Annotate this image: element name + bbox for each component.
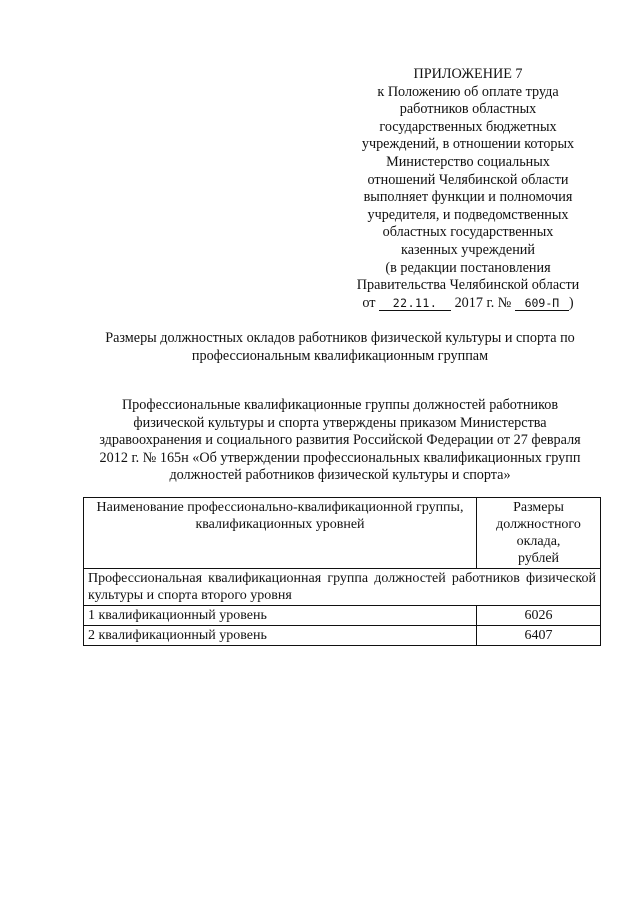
appendix-line: государственных бюджетных — [379, 118, 557, 135]
level-name-cell: 1 квалификационный уровень — [84, 606, 477, 626]
appendix-line: учредителя, и подведомственных — [367, 206, 569, 223]
document-heading — [80, 330, 600, 365]
appendix-line: казенных учреждений — [401, 241, 535, 258]
appendix-line: выполняет функции и полномочия — [363, 189, 573, 206]
appendix-line: Министерство социальных — [386, 153, 550, 170]
salary-value-cell: 6026 — [477, 606, 601, 626]
header-salary-line: рублей — [517, 551, 560, 566]
appendix-title: ПРИЛОЖЕНИЕ 7 — [413, 66, 523, 82]
appendix-line: отношений Челябинской области — [367, 171, 569, 188]
appendix-line: учреждений, в отношении которых — [361, 136, 575, 153]
subheading-line: должностей работников физической культуры и спорта» — [169, 467, 511, 484]
salary-table — [83, 497, 601, 646]
close-paren: ) — [568, 294, 574, 311]
resolution-date-line — [340, 295, 596, 313]
subheading-line: здравоохранения и социального развития Российской Федерации от 27 февраля — [99, 432, 581, 449]
header-salary-line: Размеры — [513, 500, 564, 515]
header-salary-cell — [477, 498, 601, 569]
table-row — [84, 606, 601, 626]
date-prefix: от — [362, 294, 376, 311]
appendix-line: (в редакции постановления — [385, 259, 551, 276]
subheading-line: Профессиональные квалификационные группы должностей работников — [121, 397, 559, 413]
appendix-line: Правительства Челябинской области — [356, 277, 580, 294]
heading-line: Размеры должностных окладов работников физической культуры и спорта по — [105, 330, 575, 346]
appendix-line: к Положению об оплате труда — [377, 83, 559, 100]
resolution-number: 609-П — [515, 297, 569, 311]
date-year: 2017 г. № — [454, 294, 512, 311]
level-name-cell: 2 квалификационный уровень — [84, 626, 477, 646]
document-subheading — [78, 397, 602, 485]
header-name-cell: Наименование профессионально-квалификационной группы, квалификационных уровней — [84, 498, 477, 569]
heading-line: профессиональным квалификационным группам — [191, 347, 489, 364]
subheading-line: 2012 г. № 165н «Об утверждении профессиональных квалификационных групп — [99, 449, 581, 466]
appendix-line: работников областных — [399, 101, 537, 118]
appendix-block — [340, 66, 596, 312]
salary-value-cell: 6407 — [477, 626, 601, 646]
subheading-line: физической культуры и спорта утверждены приказом Министерства — [133, 414, 547, 431]
table-group-row — [84, 569, 601, 606]
header-salary-line: должностного — [496, 517, 581, 532]
group-cell: Профессиональная квалификационная группа должностей работников физической культуры и спорта второго уровня — [84, 569, 601, 606]
appendix-line: областных государственных — [382, 224, 554, 241]
table-row — [84, 626, 601, 646]
table-header-row — [84, 498, 601, 569]
header-salary-line: оклада, — [516, 534, 561, 549]
resolution-date: 22.11. — [379, 297, 451, 311]
